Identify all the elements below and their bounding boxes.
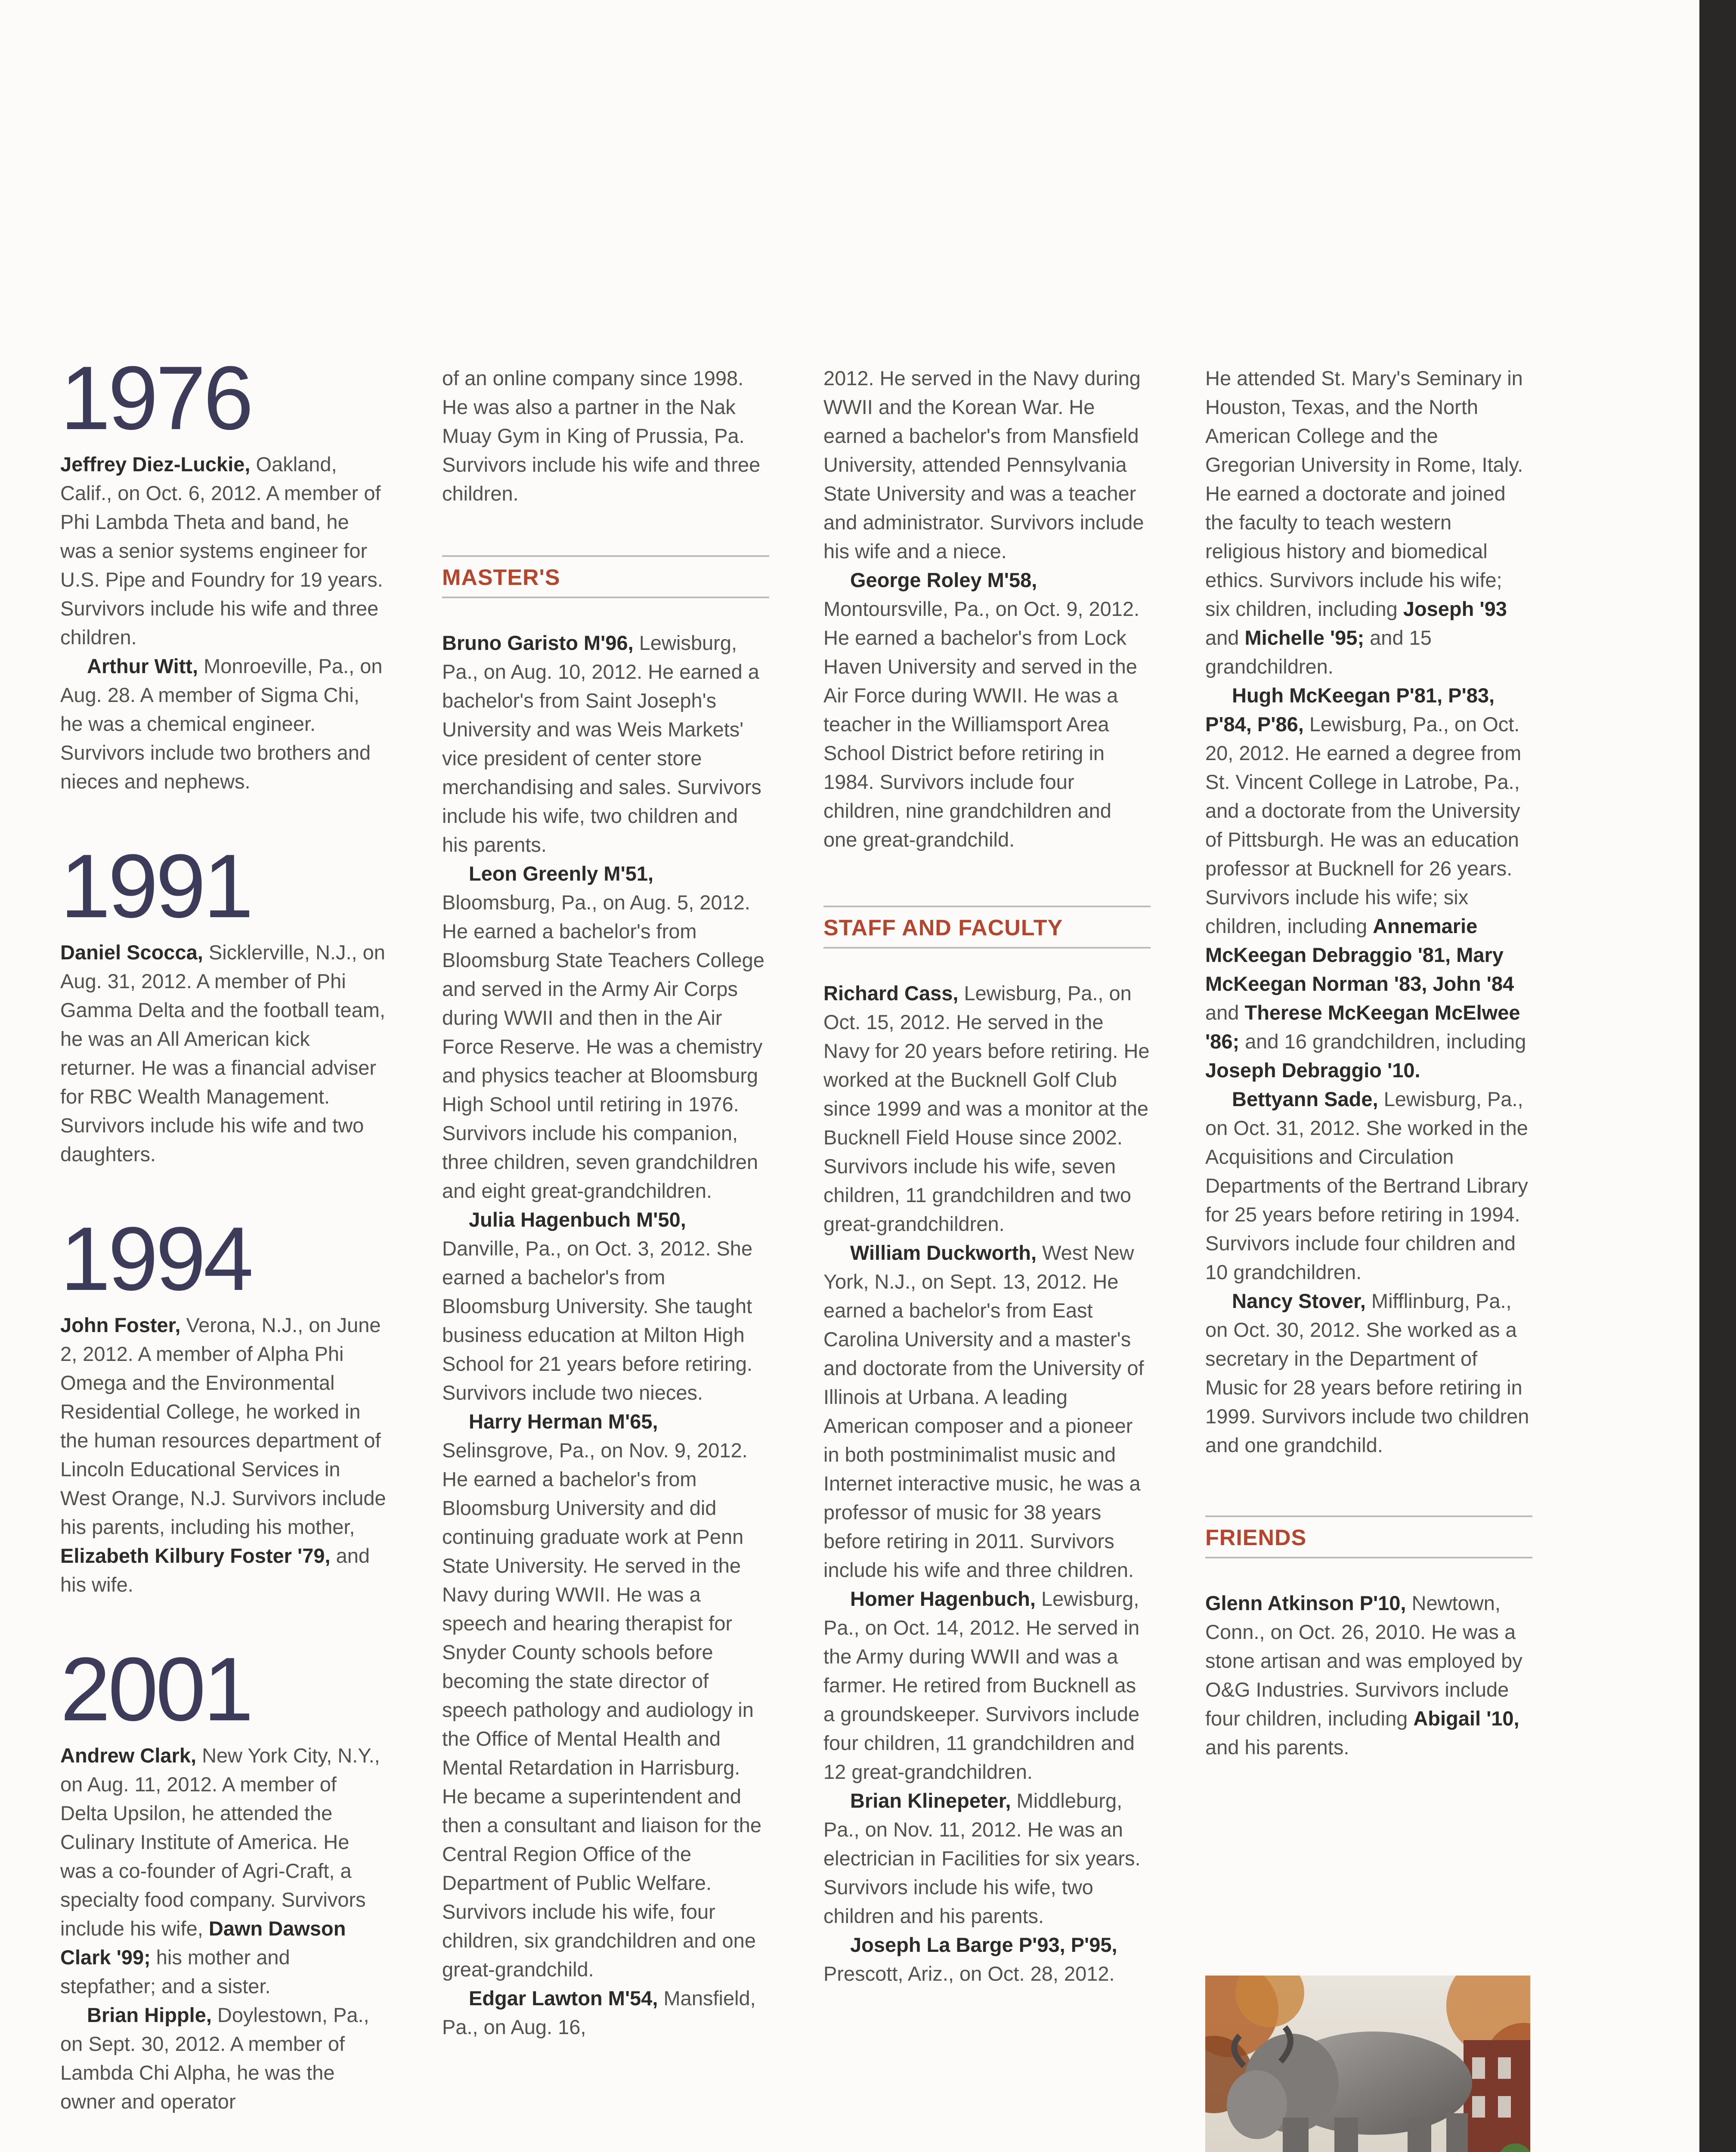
obituary-entry: Edgar Lawton M'54, Mansfield, Pa., on Aug. 16, — [442, 1987, 756, 2038]
year-heading-1991: 1991 — [60, 835, 251, 937]
year-heading-1976: 1976 — [60, 347, 251, 448]
obituary-entry: Brian Hipple, Doylestown, Pa., on Sept. 30, 2012. A member of Lambda Chi Alpha, he was the owner and operator — [60, 2004, 369, 2113]
obituary-entry: William Duckworth, West New York, N.J., on Sept. 13, 2012. He earned a bachelor's from East Carolina University and a master's and doctorate from the University of Illinois at Urbana. A leading American composer and a pioneer in both postminimalist music and Internet interactive music, he was a professor of music for 38 years before retiring in 2011. Survivors include his wife and three children. — [823, 1241, 1144, 1581]
obituary-entry: Brian Klinepeter, Middleburg, Pa., on Nov. 11, 2012. He was an electrician in Facilities for six years. Survivors include his wife, two children and his parents. — [823, 1789, 1141, 1927]
obituary-entry: Hugh McKeegan P'81, P'83, P'84, P'86, Lewisburg, Pa., on Oct. 20, 2012. He earned a degree from St. Vincent College in Latrobe, Pa., and a doctorate from the University of Pittsburgh. He was an education professor at Bucknell for 26 years. Survivors include his wife; six children, including Annemarie McKeegan Debraggio '81, Mary McKeegan Norman '83, John '84 and Therese McKeegan McElwee '86; and 16 grandchildren, including Joseph Debraggio '10. — [1205, 684, 1526, 1082]
obituary-entry: Daniel Scocca, Sicklerville, N.J., on Aug. 31, 2012. A member of Phi Gamma Delta and the football team, he was an All American kick returner. He was a financial adviser for RBC Wealth Management. Survivors include his wife and two daughters. — [60, 941, 386, 1166]
obituary-entry: Arthur Witt, Monroeville, Pa., on Aug. 28. A member of Sigma Chi, he was a chemical engineer. Survivors include two brothers and nieces and nephews. — [60, 655, 383, 793]
column-2 — [442, 364, 769, 2041]
obituary-entry: Julia Hagenbuch M'50, Danville, Pa., on Oct. 3, 2012. She earned a bachelor's from Bloomsburg University. She taught business education at Milton High School for 21 years before retiring. Survivors include two nieces. — [442, 1208, 753, 1404]
obituary-continuation: 2012. He served in the Navy during WWII and the Korean War. He earned a bachelor's from Mansfield University, attended Pennsylvania State University and was a teacher and administrator. Survivors include his wife and a niece. — [823, 367, 1144, 563]
obituary-entry: John Foster, Verona, N.J., on June 2, 2012. A member of Alpha Phi Omega and the Environmental Residential College, he worked in the human resources department of Lincoln Educational Services in West Orange, N.J. Survivors include his parents, including his mother, Elizabeth Kilbury Foster '79, and his wife. — [60, 1314, 386, 1596]
obituary-entry: Glenn Atkinson P'10, Newtown, Conn., on Oct. 26, 2010. He was a stone artisan and was employed by O&G Industries. Survivors include four children, including Abigail '10, and his parents. — [1205, 1592, 1522, 1759]
obituary-continuation: of an online company since 1998. He was also a partner in the Nak Muay Gym in King of Prussia, Pa. Survivors include his wife and three children. — [442, 367, 761, 505]
section-heading-staff-faculty: STAFF AND FACULTY — [823, 906, 1151, 949]
year-heading-1994: 1994 — [60, 1208, 251, 1309]
obituary-entry: Homer Hagenbuch, Lewisburg, Pa., on Oct. 14, 2012. He served in the Army during WWII and was a farmer. He retired from Bucknell as a groundskeeper. Survivors include four children, 11 grandchildren and 12 great-grandchildren. — [823, 1587, 1140, 1783]
obituary-entry: Joseph La Barge P'93, P'95, Prescott, Ariz., on Oct. 28, 2012. — [823, 1933, 1117, 1985]
column-3 — [823, 364, 1151, 1988]
obituary-entry: Jeffrey Diez-Luckie, Oakland, Calif., on Oct. 6, 2012. A member of Phi Lambda Theta and band, he was a senior systems engineer for U.S. Pipe and Foundry for 19 years. Survivors include his wife and three children. — [60, 453, 383, 649]
bison-statue-photo — [1205, 1976, 1530, 2152]
obituary-entry: Bettyann Sade, Lewisburg, Pa., on Oct. 31, 2012. She worked in the Acquisitions and Circulation Departments of the Bertrand Library for 25 years before retiring in 1994. Survivors include four children and 10 grandchildren. — [1205, 1088, 1528, 1283]
obituary-entry: Andrew Clark, New York City, N.Y., on Aug. 11, 2012. A member of Delta Upsilon, he attended the Culinary Institute of America. He was a co-founder of Agri-Craft, a specialty food company. Survivors include his wife, Dawn Dawson Clark '99; his mother and stepfather; and a sister. — [60, 1744, 380, 1997]
obituary-entry: Bruno Garisto M'96, Lewisburg, Pa., on Aug. 10, 2012. He earned a bachelor's from Saint Joseph's University and was Weis Markets' vice president of center store merchandising and sales. Survivors include his wife, two children and his parents. — [442, 631, 761, 856]
obituary-entry: Leon Greenly M'51, Bloomsburg, Pa., on Aug. 5, 2012. He earned a bachelor's from Bloomsburg State Teachers College and served in the Army Air Corps during WWII and then in the Air Force Reserve. He was a chemistry and physics teacher at Bloomsburg High School until retiring in 1976. Survivors include his companion, three children, seven grandchildren and eight great-grandchildren. — [442, 862, 764, 1202]
section-heading-friends: FRIENDS — [1205, 1515, 1532, 1558]
column-4 — [1205, 364, 1532, 1762]
obituary-entry: Nancy Stover, Mifflinburg, Pa., on Oct. 30, 2012. She worked as a secretary in the Department of Music for 28 years before retiring in 1999. Survivors include two children and one grandchild. — [1205, 1289, 1529, 1456]
obituary-continuation: He attended St. Mary's Seminary in Houston, Texas, and the North American College and the Gregorian University in Rome, Italy. He earned a doctorate and joined the faculty to teach western religious history and biomedical ethics. Survivors include his wife; six children, including Joseph '93 and Michelle '95; and 15 grandchildren. — [1205, 367, 1523, 678]
year-heading-2001: 2001 — [60, 1639, 251, 1740]
column-1 — [60, 347, 387, 2116]
obituary-entry: George Roley M'58, Montoursville, Pa., on Oct. 9, 2012. He earned a bachelor's from Lock Haven University and served in the Air Force during WWII. He was a teacher in the Williamsport Area School District before retiring in 1984. Survivors include four children, nine grandchildren and one great-grandchild. — [823, 569, 1140, 851]
obituary-entry: Richard Cass, Lewisburg, Pa., on Oct. 15, 2012. He served in the Navy for 20 years before retiring. He worked at the Bucknell Golf Club since 1999 and was a monitor at the Bucknell Field House since 2002. Survivors include his wife, seven children, 11 grandchildren and two great-grandchildren. — [823, 982, 1150, 1235]
obituary-entry: Harry Herman M'65, Selinsgrove, Pa., on Nov. 9, 2012. He earned a bachelor's from Bloomsburg University and did continuing graduate work at Penn State University. He served in the Navy during WWII. He was a speech and hearing therapist for Snyder County schools before becoming the state director of speech pathology and audiology in the Office of Mental Health and Mental Retardation in Harrisburg. He became a superintendent and then a consultant and liaison for the Central Region Office of the Department of Public Welfare. Survivors include his wife, four children, six grandchildren and one great-grandchild. — [442, 1410, 762, 1981]
section-heading-masters: MASTER'S — [442, 555, 769, 598]
